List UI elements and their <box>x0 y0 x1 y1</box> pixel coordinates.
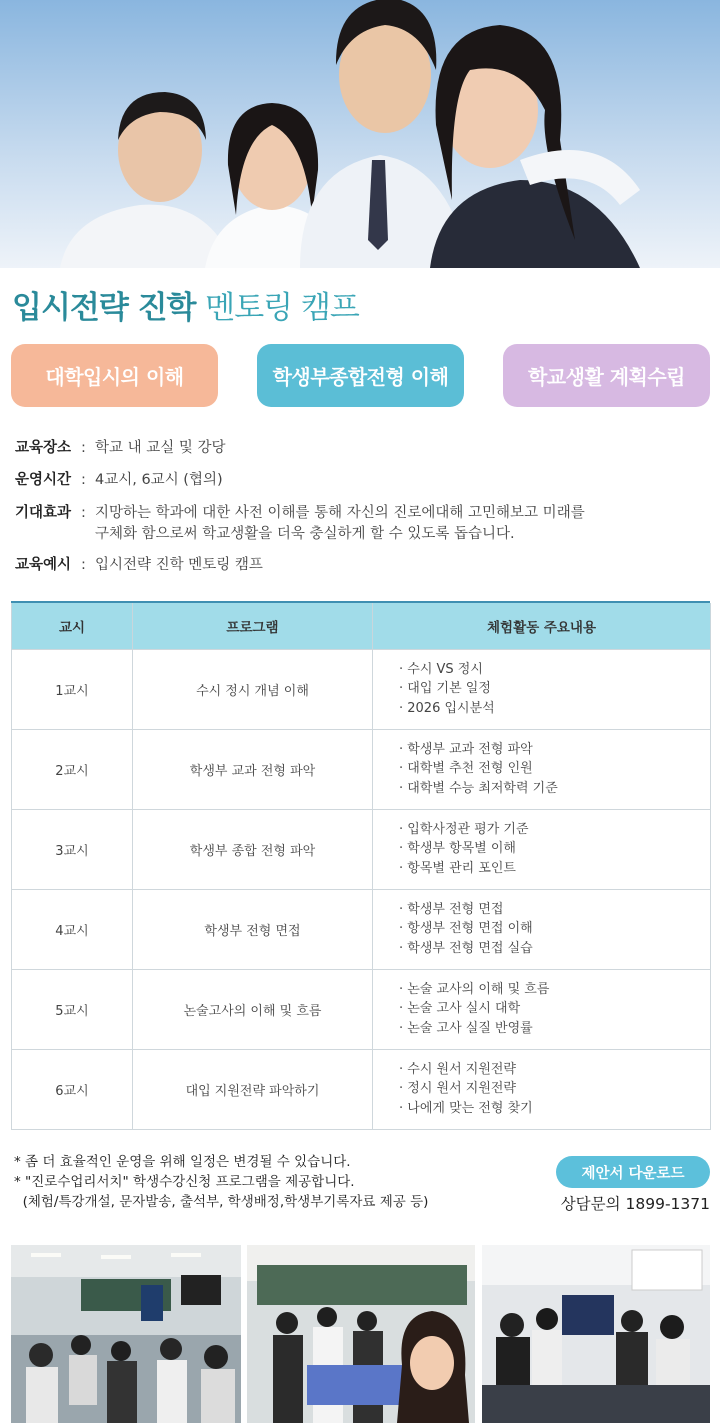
info-time-label: 운영시간 <box>15 472 72 488</box>
classroom-photo-1 <box>11 1245 241 1423</box>
period-cell: 5교시 <box>12 969 133 1049</box>
info-example <box>15 555 705 577</box>
program-cell: 학생부 전형 면접 <box>133 889 373 969</box>
content-item: · 수시 원서 지원전략 <box>399 1061 516 1077</box>
classroom-photo-2 <box>247 1245 475 1423</box>
content-item: · 정시 원서 지원전략 <box>399 1081 516 1097</box>
topic-pill-planning: 학교생활 계획수립 <box>503 344 710 407</box>
program-cell: 수시 정시 개념 이해 <box>133 649 373 729</box>
content-item: · 학생부 전형 면접 <box>399 901 504 917</box>
content-item: · 대입 기본 일정 <box>399 681 491 697</box>
content-item: · 논술 고사 실시 대학 <box>399 1001 521 1017</box>
note-line: (체험/특강개설, 문자발송, 출석부, 학생배정,학생부기록자료 제공 등) <box>14 1194 429 1210</box>
download-proposal-button[interactable]: 제안서 다운로드 <box>556 1156 710 1188</box>
table-row <box>12 889 711 969</box>
table-row <box>12 969 711 1049</box>
topic-pill-comprehensive: 학생부종합전형 이해 <box>257 344 464 407</box>
table-row <box>12 649 711 729</box>
topic-pill-admission: 대학입시의 이해 <box>11 344 218 407</box>
info-place-value: 학교 내 교실 및 강당 <box>95 440 226 456</box>
content-item: · 논술 고사 실질 반영률 <box>399 1020 533 1036</box>
program-cell: 학생부 교과 전형 파악 <box>133 729 373 809</box>
table-header-row <box>12 603 711 649</box>
title-part-2: 멘토링 캠프 <box>205 290 359 326</box>
content-item: · 항생부 전형 면접 이해 <box>399 921 533 937</box>
info-time-value: 4교시, 6교시 (협의) <box>95 472 223 488</box>
content-item: · 2026 입시분석 <box>399 700 495 716</box>
info-colon: : <box>81 505 86 521</box>
content-cell <box>373 969 711 1049</box>
info-place <box>15 438 705 460</box>
classroom-photo-3 <box>482 1245 710 1423</box>
content-item: · 입학사정관 평가 기준 <box>399 821 529 837</box>
header-content: 체험활동 주요내용 <box>373 603 711 649</box>
period-cell: 1교시 <box>12 649 133 729</box>
info-effect-line-1: 지망하는 학과에 대한 사전 이해를 통해 자신의 진로에대해 고민해보고 미래를 <box>95 505 585 521</box>
content-item: · 나에게 맞는 전형 찾기 <box>399 1100 533 1116</box>
program-cell: 논술고사의 이해 및 흐름 <box>133 969 373 1049</box>
period-cell: 6교시 <box>12 1049 133 1129</box>
header-period: 교시 <box>12 603 133 649</box>
note-line: * 좀 더 효율적인 운영을 위해 일정은 변경될 수 있습니다. <box>14 1154 351 1170</box>
table-row <box>12 809 711 889</box>
info-effect-line-2: 구체화 함으로써 학교생활을 더욱 충실하게 할 수 있도록 돕습니다. <box>95 526 515 542</box>
page-title <box>12 282 359 327</box>
hero-image <box>0 0 720 268</box>
content-item: · 대학별 수능 최저학력 기준 <box>399 780 558 796</box>
content-item: · 학생부 교과 전형 파악 <box>399 741 533 757</box>
content-cell <box>373 1049 711 1129</box>
info-example-label: 교육예시 <box>15 557 72 573</box>
info-effect-label: 기대효과 <box>15 505 72 521</box>
info-example-value: 입시전략 진학 멘토링 캠프 <box>95 557 263 573</box>
program-cell: 대입 지원전략 파악하기 <box>133 1049 373 1129</box>
period-cell: 2교시 <box>12 729 133 809</box>
info-colon: : <box>81 557 86 573</box>
content-item: · 학생부 전형 면접 실습 <box>399 940 533 956</box>
content-item: · 항목별 관리 포인트 <box>399 860 516 876</box>
content-item: · 논술 교사의 이해 및 흐름 <box>399 981 550 997</box>
content-cell <box>373 889 711 969</box>
title-part-1: 입시전략 진학 <box>12 290 196 326</box>
content-cell <box>373 649 711 729</box>
info-place-label: 교육장소 <box>15 440 72 456</box>
header-program: 프로그램 <box>133 603 373 649</box>
info-time <box>15 470 705 492</box>
program-cell: 학생부 종합 전형 파악 <box>133 809 373 889</box>
content-cell <box>373 729 711 809</box>
content-item: · 대학별 추천 전형 인원 <box>399 761 533 777</box>
content-item: · 학생부 항목별 이해 <box>399 841 516 857</box>
info-effect <box>15 503 705 545</box>
table-row <box>12 729 711 809</box>
info-colon: : <box>81 472 86 488</box>
schedule-table <box>11 601 710 1130</box>
contact-phone: 상담문의 1899-1371 <box>560 1195 710 1213</box>
info-colon: : <box>81 440 86 456</box>
table-row <box>12 1049 711 1129</box>
note-line: * "진로수업리서치" 학생수강신청 프로그램을 제공합니다. <box>14 1174 355 1190</box>
content-cell <box>373 809 711 889</box>
period-cell: 4교시 <box>12 889 133 969</box>
period-cell: 3교시 <box>12 809 133 889</box>
content-item: · 수시 VS 정시 <box>399 661 483 677</box>
notes <box>14 1152 428 1212</box>
